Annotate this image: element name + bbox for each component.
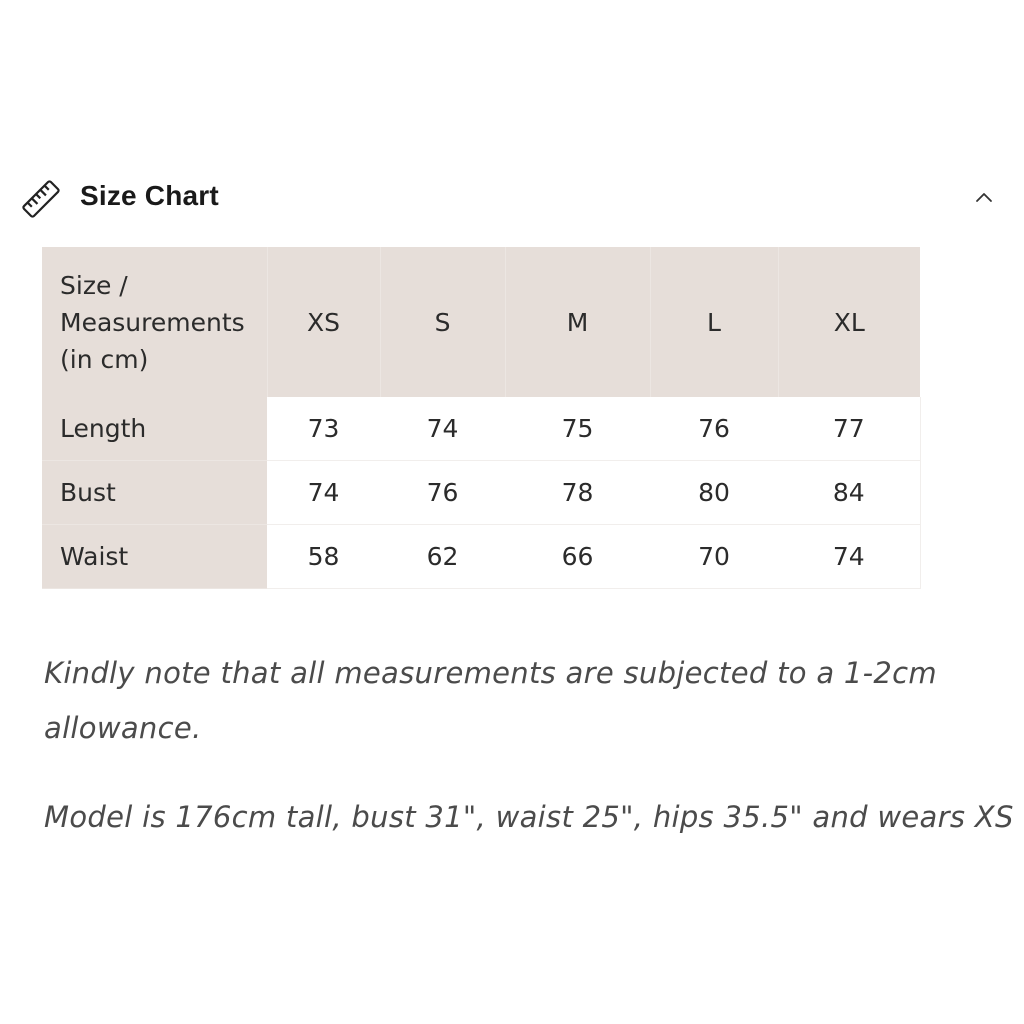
table-cell: 77	[778, 397, 920, 461]
size-column-header: L	[650, 247, 778, 397]
table-cell: 75	[505, 397, 650, 461]
table-row-length	[42, 397, 920, 461]
table-cell: 74	[778, 525, 920, 589]
allowance-note: Kindly note that all measurements are subjected to a 1-2cm allowance.	[44, 656, 937, 745]
table-header-row	[42, 247, 920, 397]
row-label: Length	[42, 397, 267, 461]
table-cell: 78	[505, 461, 650, 525]
size-column-header: M	[505, 247, 650, 397]
table-row-bust	[42, 461, 920, 525]
size-column-header: S	[380, 247, 505, 397]
table-cell: 76	[380, 461, 505, 525]
table-cell: 58	[267, 525, 380, 589]
row-label: Waist	[42, 525, 267, 589]
table-cell: 74	[380, 397, 505, 461]
table-cell: 70	[650, 525, 778, 589]
table-cell: 74	[267, 461, 380, 525]
table-cell: 62	[380, 525, 505, 589]
size-chart-title: Size Chart	[80, 180, 219, 211]
size-chart-table	[42, 247, 921, 589]
size-column-header: XS	[267, 247, 380, 397]
table-cell: 73	[267, 397, 380, 461]
table-corner-header	[42, 247, 267, 397]
size-chart-accordion-header[interactable]	[0, 166, 1024, 228]
table-cell: 80	[650, 461, 778, 525]
table-cell: 76	[650, 397, 778, 461]
chevron-up-icon[interactable]	[972, 188, 996, 206]
row-label: Bust	[42, 461, 267, 525]
table-row-waist	[42, 525, 920, 589]
ruler-icon	[20, 178, 62, 220]
corner-label: Size / Measurements (in cm)	[60, 270, 245, 374]
table-cell: 84	[778, 461, 920, 525]
table-cell: 66	[505, 525, 650, 589]
size-column-header: XL	[778, 247, 920, 397]
model-info-note: Model is 176cm tall, bust 31", waist 25", hips 35.5" and wears XS	[44, 800, 1014, 834]
